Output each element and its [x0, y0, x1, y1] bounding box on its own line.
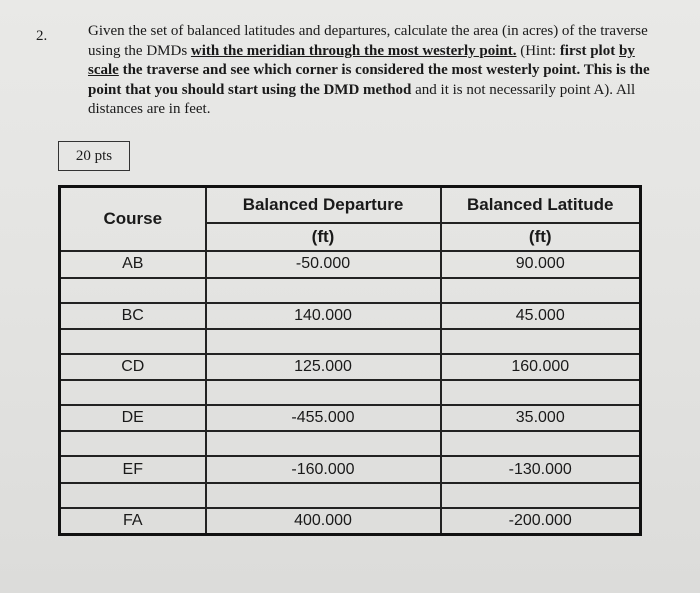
blank-row	[60, 278, 641, 303]
blank-cell	[441, 431, 641, 456]
blank-cell	[60, 431, 206, 456]
departure-cell: -455.000	[206, 405, 441, 431]
table-row	[60, 405, 641, 431]
question-text	[88, 22, 663, 120]
course-cell: CD	[60, 354, 206, 380]
course-cell: FA	[60, 508, 206, 535]
latitude-cell: -200.000	[441, 508, 641, 535]
header-departure-unit: (ft)	[206, 223, 441, 251]
question-number: 2.	[36, 28, 48, 44]
table-row	[60, 303, 641, 329]
blank-cell	[206, 483, 441, 508]
latitude-cell: 35.000	[441, 405, 641, 431]
header-departure: Balanced Departure	[206, 187, 441, 224]
latitude-cell: 90.000	[441, 251, 641, 277]
blank-cell	[60, 483, 206, 508]
course-cell: EF	[60, 456, 206, 482]
table-row	[60, 251, 641, 277]
latitude-cell: 160.000	[441, 354, 641, 380]
course-cell: DE	[60, 405, 206, 431]
header-course: Course	[60, 187, 206, 252]
question-text-part: and it is not necessarily point A). All distances are in feet.	[88, 81, 636, 117]
blank-cell	[441, 380, 641, 405]
blank-cell	[60, 278, 206, 303]
blank-row	[60, 380, 641, 405]
blank-cell	[206, 431, 441, 456]
blank-row	[60, 329, 641, 354]
departure-cell: 140.000	[206, 303, 441, 329]
question-text-part: (Hint:	[516, 42, 560, 59]
question-text-emphasis: by scale	[88, 42, 635, 78]
header-latitude-unit: (ft)	[441, 223, 641, 251]
blank-cell	[206, 380, 441, 405]
departure-cell: 400.000	[206, 508, 441, 535]
header-latitude: Balanced Latitude	[441, 187, 641, 224]
blank-cell	[441, 483, 641, 508]
blank-row	[60, 431, 641, 456]
course-cell: BC	[60, 303, 206, 329]
course-cell: AB	[60, 251, 206, 277]
table-row	[60, 508, 641, 535]
table-row	[60, 456, 641, 482]
table-row	[60, 354, 641, 380]
question-text-hint: the traverse and see which corner is considered the most westerly point. This is the point that you should start using the DMD method	[88, 62, 650, 98]
departure-cell: -50.000	[206, 251, 441, 277]
question-text-hint: first plot	[559, 42, 619, 59]
departure-cell: -160.000	[206, 456, 441, 482]
blank-cell	[206, 329, 441, 354]
traverse-table	[58, 185, 642, 536]
blank-cell	[441, 278, 641, 303]
blank-cell	[60, 329, 206, 354]
question-text-part: Given the set of balanced latitudes and departures, calculate the area (in acres) of the traverse using the DMDs	[88, 23, 648, 59]
latitude-cell: -130.000	[441, 456, 641, 482]
question-text-emphasis: with the meridian through the most westerly point.	[190, 42, 517, 59]
departure-cell: 125.000	[206, 354, 441, 380]
blank-cell	[206, 278, 441, 303]
points-box: 20 pts	[58, 141, 130, 171]
latitude-cell: 45.000	[441, 303, 641, 329]
blank-row	[60, 483, 641, 508]
blank-cell	[60, 380, 206, 405]
blank-cell	[441, 329, 641, 354]
